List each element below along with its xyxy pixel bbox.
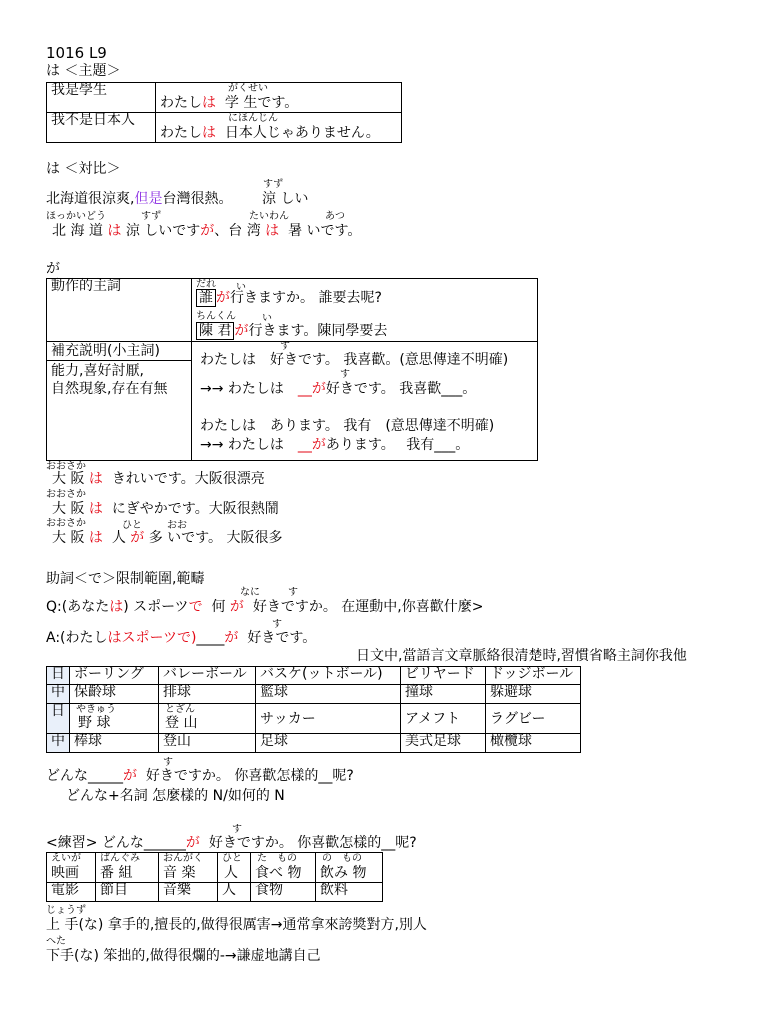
dare-box: 誰 bbox=[196, 289, 216, 307]
particle-wa: は bbox=[202, 95, 216, 111]
topic-table bbox=[46, 82, 402, 143]
de-question: Q:(あなたは) スポーツで 何 が 好きですか。 在運動中,你喜歡什麼> bbox=[46, 599, 484, 615]
sports-table: 日 ボーリング バレーボール バスケ(ットボール) ビリヤード ドッジボール 中 保齡球 排球 籃球 撞球 躲避球 日 やきゅう 野 球 とざん 登 山 サッカー アメフト ラグビー 中 棒球 登山 足球 美式足球 橄欖球 bbox=[46, 666, 581, 753]
ga-row1-label: 動作的主詞 bbox=[47, 279, 192, 342]
jozu-definition: 上 手(な) 拿手的,擅長的,做得很厲害→通常拿來誇獎對方,別人 bbox=[46, 917, 427, 933]
section-heading-de: 助詞＜で＞限制範圍,範疇 bbox=[46, 571, 205, 587]
ga-table: 動作的主詞 だれ い 誰 が行きますか。 誰要去呢? ちんくん い 陳 君 が行きます。陳同學要去 補充説明(小主詞) 能力,喜好討厭, 自然現象,存在有無 す わたしは 好きです。 我喜歡。(意思傳達不明確) す →→ わたしは __が好きです。 我喜歡___。 わたしは あります。 我有 (意思傳達不明確) →→ わたしは __があります。 我有___。 bbox=[46, 278, 538, 461]
section-heading-topic: は ＜主題＞ bbox=[46, 63, 121, 79]
topic-row-1-zh: 我是學生 bbox=[47, 83, 156, 113]
osaka-sentence-2: 大 阪 は にぎやかです。大阪很熱鬧 bbox=[52, 501, 279, 517]
ruby-gakusei: がくせい bbox=[228, 83, 268, 94]
contrast-jp-sentence: 北 海 道 は 涼 しいですが、台 湾 は 暑 いです。 bbox=[52, 223, 362, 239]
suzushii-word: 涼 しい bbox=[262, 191, 309, 207]
heta-definition: 下手(な) 笨拙的,做得很爛的-→謙虚地講自己 bbox=[46, 948, 321, 964]
contrast-zh-sentence: 北海道很涼爽,但是台灣很熱。 bbox=[46, 191, 233, 207]
de-answer: A:(わたしはスポーツで)____が 好きです。 bbox=[46, 630, 317, 646]
topic-row-2-jp: にほんじん わたしは 日本人じゃありません。 bbox=[156, 113, 402, 143]
ruby-suzu: すず bbox=[263, 179, 284, 190]
omission-note: 日文中,當語言文章脈絡很清楚時,習慣省略主詞你我他 bbox=[356, 648, 687, 664]
donna-rule: どんな+名詞 怎麼樣的 N/如何的 N bbox=[66, 788, 285, 804]
donna-question: どんな_____が 好きですか。 你喜歡怎樣的__呢? bbox=[46, 768, 354, 784]
page-title: 1016 L9 bbox=[46, 44, 107, 62]
topic-row-1-jp: がくせい わたしは 学 生です。 bbox=[156, 83, 402, 113]
section-heading-contrast: は ＜対比＞ bbox=[46, 161, 121, 177]
ruby-nihonjin: にほんじん bbox=[228, 113, 278, 124]
practice-table: えいが 映画 ばんぐみ 番 組 おんがく 音 楽 ひと 人 た もの 食べ 物 の もの 飲み 物 電影 節目 音樂 人 食物 飲料 bbox=[46, 852, 383, 902]
practice-question: <練習> どんな______が 好きですか。 你喜歡怎樣的__呢? bbox=[46, 835, 417, 851]
osaka-sentence-3: 大 阪 は 人 が 多 いです。 大阪很多 bbox=[52, 530, 283, 546]
section-heading-ga: が bbox=[46, 261, 60, 277]
osaka-sentence-1: 大 阪 は きれいです。大阪很漂亮 bbox=[52, 471, 265, 487]
chin-box: 陳 君 bbox=[196, 322, 234, 340]
topic-row-2-zh: 我不是日本人 bbox=[47, 113, 156, 143]
